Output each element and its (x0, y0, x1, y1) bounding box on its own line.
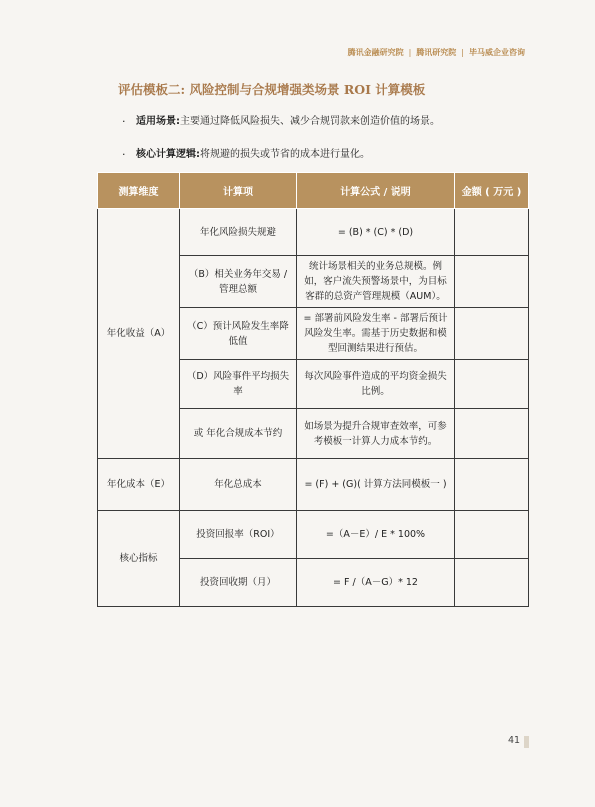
table-row (98, 209, 529, 256)
calc-formula: = (B) * (C) * (D) (297, 209, 455, 256)
calc-item: 投资回收期（月） (180, 559, 297, 607)
amount-cell[interactable] (455, 360, 529, 409)
page-number-marker (524, 736, 529, 748)
roi-template-table (97, 172, 529, 607)
calc-item: 投资回报率（ROI） (180, 511, 297, 559)
bullet-dot-icon: · (122, 115, 126, 128)
bullet-item-logic (122, 148, 542, 162)
header-org-1: 腾讯金融研究院 (347, 48, 404, 57)
calc-item: 年化总成本 (180, 459, 297, 511)
table-row (98, 511, 529, 559)
calc-item: （B）相关业务年交易 / 管理总额 (180, 256, 297, 308)
header-formula: 计算公式 / 说明 (297, 173, 455, 209)
amount-cell[interactable] (455, 308, 529, 360)
table-row (98, 459, 529, 511)
calc-formula: 如场景为提升合规审查效率，可参考模板一计算人力成本节约。 (297, 409, 455, 459)
dimension-annual-cost: 年化成本（E） (98, 459, 180, 511)
bullet-key: 适用场景: (136, 116, 180, 127)
dimension-core-metrics: 核心指标 (98, 511, 180, 607)
calc-formula: = 部署前风险发生率 - 部署后预计风险发生率。需基于历史数据和模型回测结果进行预估。 (297, 308, 455, 360)
amount-cell[interactable] (455, 256, 529, 308)
table-header-row (98, 173, 529, 209)
calc-item: （C）预计风险发生率降低值 (180, 308, 297, 360)
header-amount: 金额 ( 万元 ) (455, 173, 529, 209)
page-header (348, 47, 525, 58)
amount-cell[interactable] (455, 409, 529, 459)
calc-formula: 统计场景相关的业务总规模。例如，客户流失预警场景中，为目标客群的总资产管理规模（AUM）。 (297, 256, 455, 308)
calc-item: 年化风险损失规避 (180, 209, 297, 256)
header-dimension: 测算维度 (98, 173, 180, 209)
header-org-2: 腾讯研究院 (416, 48, 457, 57)
dimension-annual-benefit: 年化收益（A） (98, 209, 180, 459)
bullet-text: 将规避的损失或节省的成本进行量化。 (200, 149, 370, 160)
calc-item: 或 年化合规成本节约 (180, 409, 297, 459)
amount-cell[interactable] (455, 209, 529, 256)
calc-formula: = (F) + (G)( 计算方法同模板一 ) (297, 459, 455, 511)
amount-cell[interactable] (455, 459, 529, 511)
calc-formula: = F /（A－G）* 12 (297, 559, 455, 607)
amount-cell[interactable] (455, 511, 529, 559)
bullet-key: 核心计算逻辑: (136, 149, 200, 160)
bullet-item-scenario (122, 115, 542, 129)
calc-formula: =（A－E）/ E * 100% (297, 511, 455, 559)
page-title: 评估模板二: 风险控制与合规增强类场景 ROI 计算模板 (118, 82, 426, 97)
bullet-dot-icon: · (122, 148, 126, 161)
calc-item: （D）风险事件平均损失率 (180, 360, 297, 409)
header-separator: | (408, 48, 412, 57)
amount-cell[interactable] (455, 559, 529, 607)
header-org-3: 毕马威企业咨询 (469, 48, 525, 57)
page-number: 41 (508, 735, 521, 746)
header-item: 计算项 (180, 173, 297, 209)
calc-formula: 每次风险事件造成的平均资金损失比例。 (297, 360, 455, 409)
bullet-text: 主要通过降低风险损失、减少合规罚款来创造价值的场景。 (180, 116, 440, 127)
header-separator: | (461, 48, 464, 57)
